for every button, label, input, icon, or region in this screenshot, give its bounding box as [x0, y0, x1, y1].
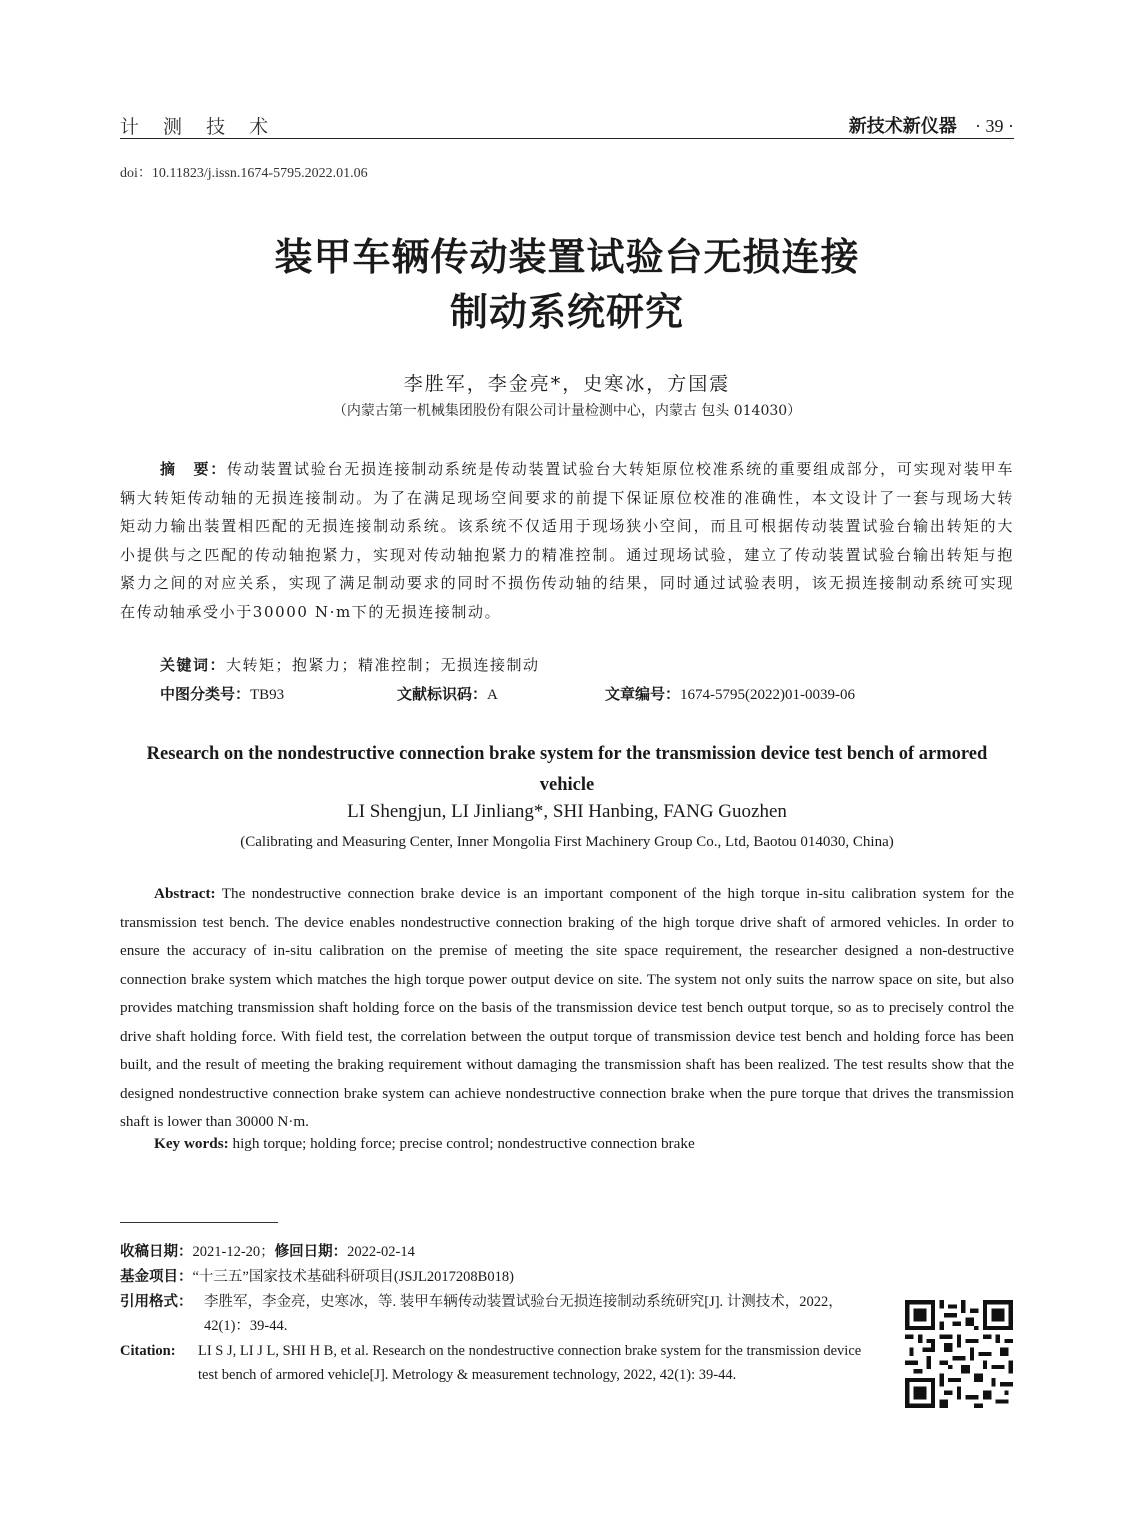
citation-zh-text: 李胜军，李金亮，史寒冰，等. 装甲车辆传动装置试验台无损连接制动系统研究[J]. 计测技术，2022，42(1)：39-44. [204, 1294, 843, 1334]
keywords-en-label: Key words: [154, 1135, 229, 1152]
keywords-en [154, 1135, 695, 1153]
citation-en-text: LI S J, LI J L, SHI H B, et al. Research on the nondestructive connection brake system for the transmission device test bench of armored vehicle[J]. Metrology & measurement technology, 2022, 42(1): 39-44. [198, 1343, 862, 1383]
affiliation-en: (Calibrating and Measuring Center, Inner Mongolia First Machinery Group Co., Ltd, Baotou 014030, China) [240, 834, 894, 850]
fund-project [120, 1265, 514, 1289]
doc-code-label: 文献标识码： [397, 685, 488, 703]
article-number-label: 文章编号： [605, 685, 681, 703]
revised-label: 修回日期： [274, 1244, 348, 1260]
abstract-en [120, 880, 1014, 1137]
clc-value: TB93 [250, 687, 285, 703]
keywords-zh [160, 654, 540, 675]
abstract-zh-label: 摘 要： [160, 460, 227, 478]
keywords-zh-text: 大转矩；抱紧力；精准控制；无损连接制动 [226, 656, 540, 674]
received-value: 2021-12-20； [192, 1244, 275, 1260]
citation-en [120, 1339, 880, 1387]
fund-label: 基金项目： [120, 1269, 193, 1285]
article-number [605, 683, 855, 704]
abstract-zh [120, 455, 1014, 626]
qr-code [905, 1300, 1013, 1408]
revised-value: 2022-02-14 [347, 1244, 415, 1260]
fund-value: “十三五”国家技术基础科研项目(JSJL2017208B018) [192, 1269, 514, 1285]
title-zh-line2: 制动系统研究 [449, 290, 684, 334]
footnote-divider [120, 1222, 278, 1223]
abstract-zh-text: 传动装置试验台无损连接制动系统是传动装置试验台大转矩原位校准系统的重要组成部分，可实现对装甲车辆大转矩传动轴的无损连接制动。为了在满足现场空间要求的前提下保证原位校准的准确性，本文设计了一套与现场大转矩动力输出装置相匹配的无损连接制动系统。该系统不仅适用于现场狭小空间，而且可根据传动装置试验台输出转矩的大小提供与之匹配的传动轴抱紧力，实现对传动轴抱紧力的精准控制。通过现场试验，建立了传动装置试验台输出转矩与抱紧力之间的对应关系，实现了满足制动要求的同时不损伤传动轴的结果，同时通过试验表明，该无损连接制动系统可实现在传动轴承受小于30000 N·m下的无损连接制动。 [120, 460, 1014, 621]
authors-zh: 李胜军，李金亮*，史寒冰，方国震 [403, 373, 731, 395]
running-header [120, 108, 1014, 139]
section-title [849, 112, 1014, 138]
journal-name: 计 测 技 术 [120, 116, 278, 138]
keywords-en-text: high torque; holding force; precise control; nondestructive connection brake [228, 1135, 695, 1152]
title-en: Research on the nondestructive connection brake system for the transmission device test bench of armored vehicle [146, 744, 988, 795]
abstract-en-text: The nondestructive connection brake device is an important component of the high torque in-situ calibration system for the transmission test bench. The device enables nondestructive connection braking of the high torque drive shaft of armored vehicles. In order to ensure the accuracy of in-situ calibration on the premise of meeting the site space requirement, the researcher designed a non-destructive connection brake system which matches the high torque power output device on site. The system not only suits the narrow space on site, but also provides matching transmission shaft holding force on the basis of the transmission device test bench output torque, so as to precisely control the drive shaft holding force. With field test, the correlation between the output torque of transmission device test bench and holding force has been built, and the result of meeting the braking requirement without damaging the transmission shaft has been realized. The test results show that the designed nondestructive connection brake system can achieve nondestructive connection brake when the pure torque that drives the transmission shaft is lower than 30000 N·m. [120, 885, 1014, 1130]
clc-number [160, 683, 284, 704]
keywords-zh-label: 关键词： [160, 656, 227, 674]
section-label: 新技术新仪器 [848, 116, 957, 137]
document-code [397, 683, 498, 704]
clc-label: 中图分类号： [160, 685, 251, 703]
citation-zh [120, 1290, 880, 1338]
abstract-en-label: Abstract: [154, 885, 216, 902]
citation-zh-label: 引用格式： [120, 1294, 193, 1310]
received-label: 收稿日期： [120, 1244, 193, 1260]
article-number-value: 1674-5795(2022)01-0039-06 [680, 687, 855, 703]
doc-code-value: A [487, 687, 498, 703]
citation-en-label: Citation: [120, 1343, 176, 1359]
doi: doi：10.11823/j.issn.1674-5795.2022.01.06 [120, 166, 368, 181]
received-dates [120, 1240, 415, 1264]
affiliation-zh: （内蒙古第一机械集团股份有限公司计量检测中心，内蒙古 包头 014030） [332, 403, 802, 419]
page-number: · 39 · [975, 116, 1014, 136]
title-zh-line1: 装甲车辆传动装置试验台无损连接 [274, 235, 860, 279]
authors-en: LI Shengjun, LI Jinliang*, SHI Hanbing, FANG Guozhen [347, 801, 787, 822]
